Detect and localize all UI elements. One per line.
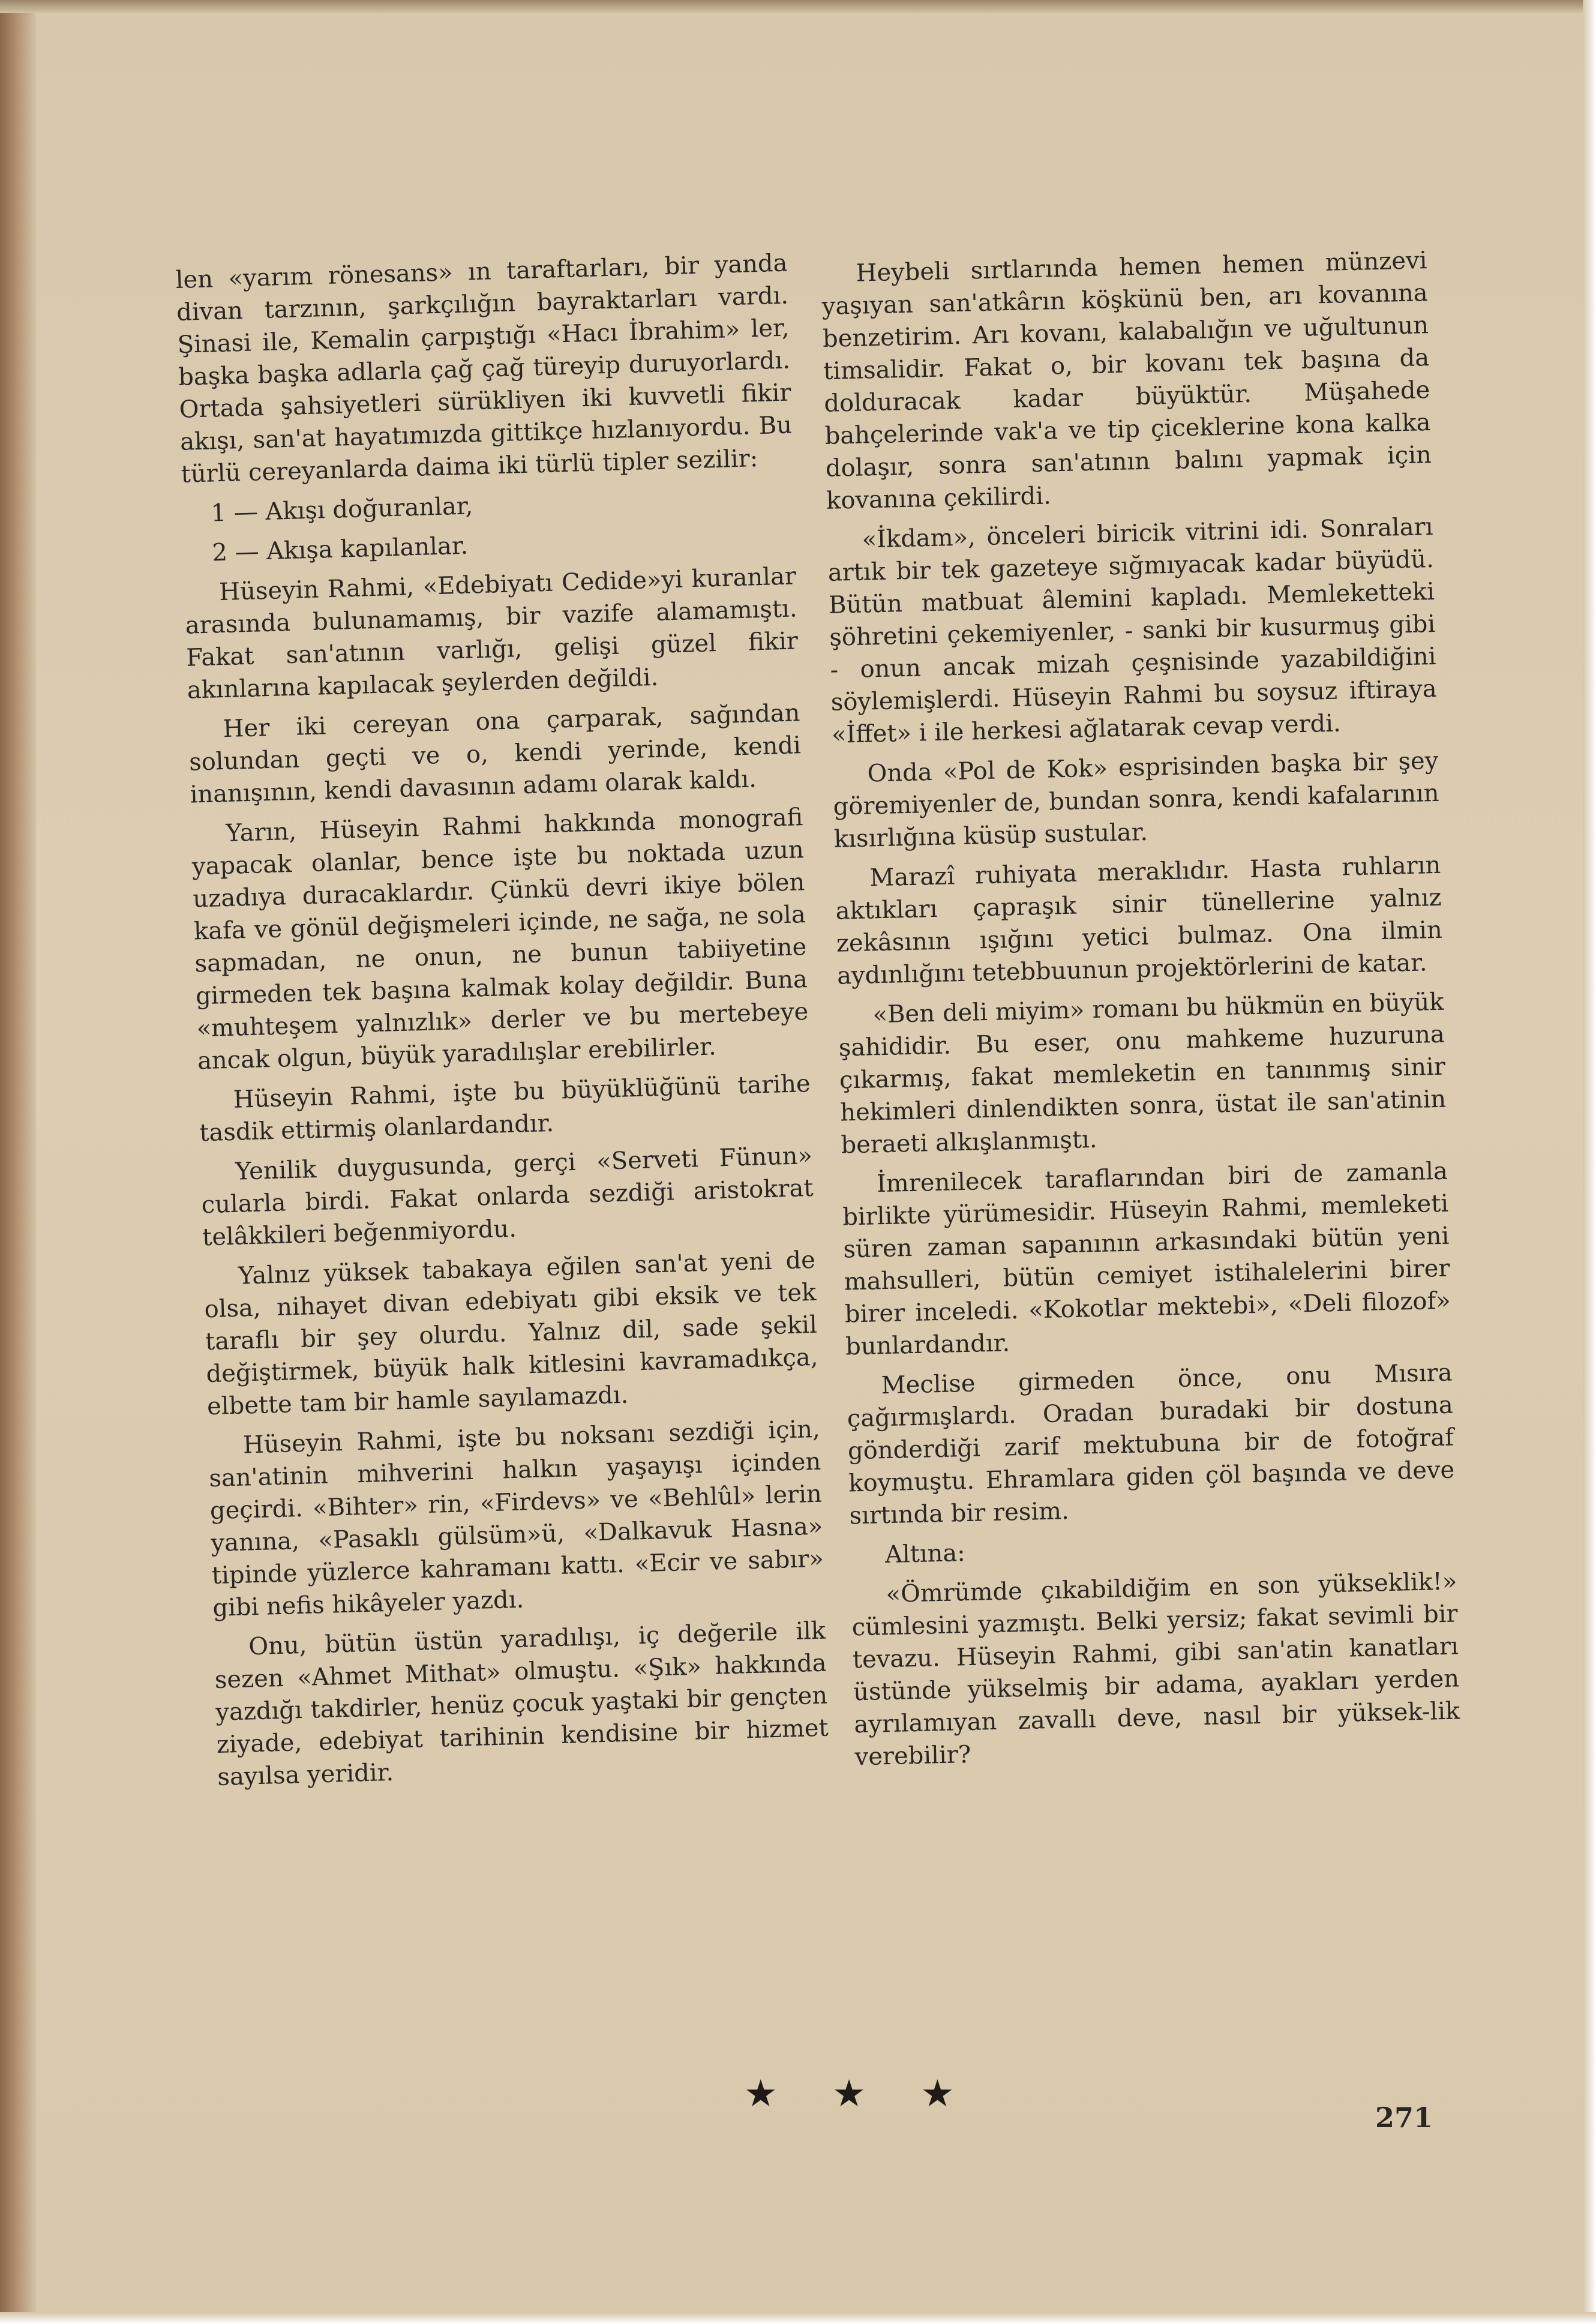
right-page-edge (1583, 0, 1596, 2324)
paragraph: Meclise girmeden önce, onu Mısıra çağırmışlardı. Oradan buradaki bir dostuna gönderdiği zarif mektubuna bir de fotoğraf koymuştu. Ehramlara giden çöl başında ve deve sırtında bir resim. (847, 1359, 1455, 1530)
paragraph: «Ömrümde çıkabildiğim en son yükseklik!» cümlesini yazmıştı. Belki yersiz; fakat sevimli bir tevazu. Hüseyin Rahmi, gibi san'atin kanatları üstünde yükselmiş bir adama, ayakları yerden ayrılamıyan zavallı deve, nasıl bir yüksek-lik verebilir? (851, 1567, 1460, 1771)
paragraph: len «yarım rönesans» ın taraftarları, bir yanda divan tarzının, şarkçılığın bayraktarları vardı. Şinasi ile, Kemalin çarpıştığı «Hacı İbrahim» ler, başka başka adlarla çağ çağ türeyip duruyorlardı. Ortada şahsiyetleri sürükliyen iki kuvvetli fikir akışı, san'at hayatımızda gittikçe hızlanıyordu. Bu türlü cereyanlarda daima iki türlü tipler sezilir: (175, 249, 793, 488)
paragraph: «İkdam», önceleri biricik vitrini idi. Sonraları artık bir tek gazeteye sığmıyacak kadar büyüdü. Bütün matbuat âlemini kapladı. Memleketteki şöhretini çekemiyenler, - sanki bir kusurmuş gibi - onun ancak mizah çeşnisinde yazabildiğini söylemişlerdi. Hüseyin Rahmi bu soysuz iftiraya «İffet» i ile herkesi ağlatarak cevap verdi. (827, 512, 1438, 749)
paragraph: Onu, bütün üstün yaradılışı, iç değerile ilk sezen «Ahmet Mithat» olmuştu. «Şık» hakkında yazdığı takdirler, henüz çocuk yaştaki bir gençten ziyade, edebiyat tarihinin kendisine bir hizmet sayılsa yeridir. (214, 1617, 829, 1792)
binding-edge (0, 0, 36, 2324)
bottom-page-edge (0, 2312, 1596, 2324)
paragraph: Altına: (884, 1539, 966, 1569)
left-column (175, 247, 830, 1801)
top-page-edge (0, 0, 1596, 13)
page-number: 271 (1375, 2101, 1433, 2134)
paragraph: Her iki cereyan ona çarparak, sağından solundan geçti ve o, kendi yerinde, kendi inanışının, kendi davasının adamı olarak kaldı. (188, 699, 802, 809)
paragraph: Yarın, Hüseyin Rahmi hakkında monografi yapacak olanlar, bence işte bu noktada uzun uzadıya duracaklardır. Çünkü devri ikiye bölen kafa ve gönül değişmeleri içinde, ne sağa, ne sola sapmadan, ne onun, ne bunun tabiiyetine girmeden tek başına kalmak kolay değildir. Buna «muhteşem yalnızlık» derler ve bu mertebeye ancak olgun, büyük yaradılışlar erebilirler. (191, 803, 809, 1075)
right-column (821, 244, 1461, 1780)
paragraph: Hüseyin Rahmi, işte bu büyüklüğünü tarihe tasdik ettirmiş olanlardandır. (199, 1069, 811, 1147)
paragraph: Hüseyin Rahmi, işte bu noksanı sezdiği için, san'atinin mihverini halkın yaşayışı içinden geçirdi. «Bihter» rin, «Firdevs» ve «Behlûl» lerin yanına, «Pasaklı gülsüm»ü, «Dalkavuk Hasna» tipinde yüzlerce kahramanı kattı. «Ecir ve sabır» gibi nefis hikâyeler yazdı. (208, 1415, 824, 1623)
paragraph: Yenilik duygusunda, gerçi «Serveti Fünun» cularla birdi. Fakat onlarda sezdiği aristokrat telâkkileri beğenmiyordu. (201, 1141, 814, 1252)
paragraph: Heybeli sırtlarında hemen hemen münzevi yaşıyan san'atkârın köşkünü ben, arı kovanına benzetirim. Arı kovanı, kalabalığın ve uğultunun timsalidir. Fakat o, bir kovanı tek başına da dolduracak kadar büyüktür. Müşahede bahçelerinde vak'a ve tip çiceklerine kona kalka dolaşır, sonra san'atının balını yapmak için kovanına çekilirdi. (821, 247, 1432, 515)
paragraph: «Ben deli miyim» romanı bu hükmün en büyük şahididir. Bu eser, onu mahkeme huzuruna çıkarmış, fakat memleketin en tanınmış sinir hekimleri dinlendikten sonra, üstat ile san'atinin beraeti alkışlanmıştı. (838, 988, 1447, 1159)
list-item-1: 1 — Akışı doğuranlar, (210, 492, 473, 527)
list-item-2: 2 — Akışa kapılanlar. (211, 532, 469, 567)
paragraph: Marazî ruhiyata meraklıdır. Hasta ruhların aktıkları çapraşık sinir tünellerine yalnız zekâsının ışığını yetici bulmaz. Ona ilmin aydınlığını tetebbuunun projektörlerini de katar. (835, 851, 1443, 990)
paragraph: Onda «Pol de Kok» esprisinden başka bir şey göremiyenler de, bundan sonra, kendi kafalarının kısırlığına küsüp sustular. (833, 746, 1440, 853)
paragraph: Hüseyin Rahmi, «Edebiyatı Cedide»yi kuranlar arasında bulunamamış, bir vazife alamamıştı. Fakat san'atının varlığı, gelişi güzel fikir akınlarına kapılacak şeylerden değildi. (185, 562, 799, 704)
paragraph: Yalnız yüksek tabakaya eğilen san'at yeni de olsa, nihayet divan edebiyatı gibi eksik ve tek taraflı bir şey olurdu. Yalnız dil, sade şekil değiştirmek, büyük halk kitlesini kavramadıkça, elbette tam bir hamle sayılamazdı. (204, 1246, 818, 1421)
paragraph: İmrenilecek taraflarından biri de zamanla birlikte yürümesidir. Hüseyin Rahmi, memleketi süren zaman sapanının arkasındaki bütün yeni mahsulleri, bütün cemiyet istihalelerini birer birer inceledi. «Kokotlar mektebi», «Deli filozof» bunlardandır. (842, 1157, 1451, 1361)
section-separator-stars: ★ ★ ★ (744, 2071, 976, 2115)
